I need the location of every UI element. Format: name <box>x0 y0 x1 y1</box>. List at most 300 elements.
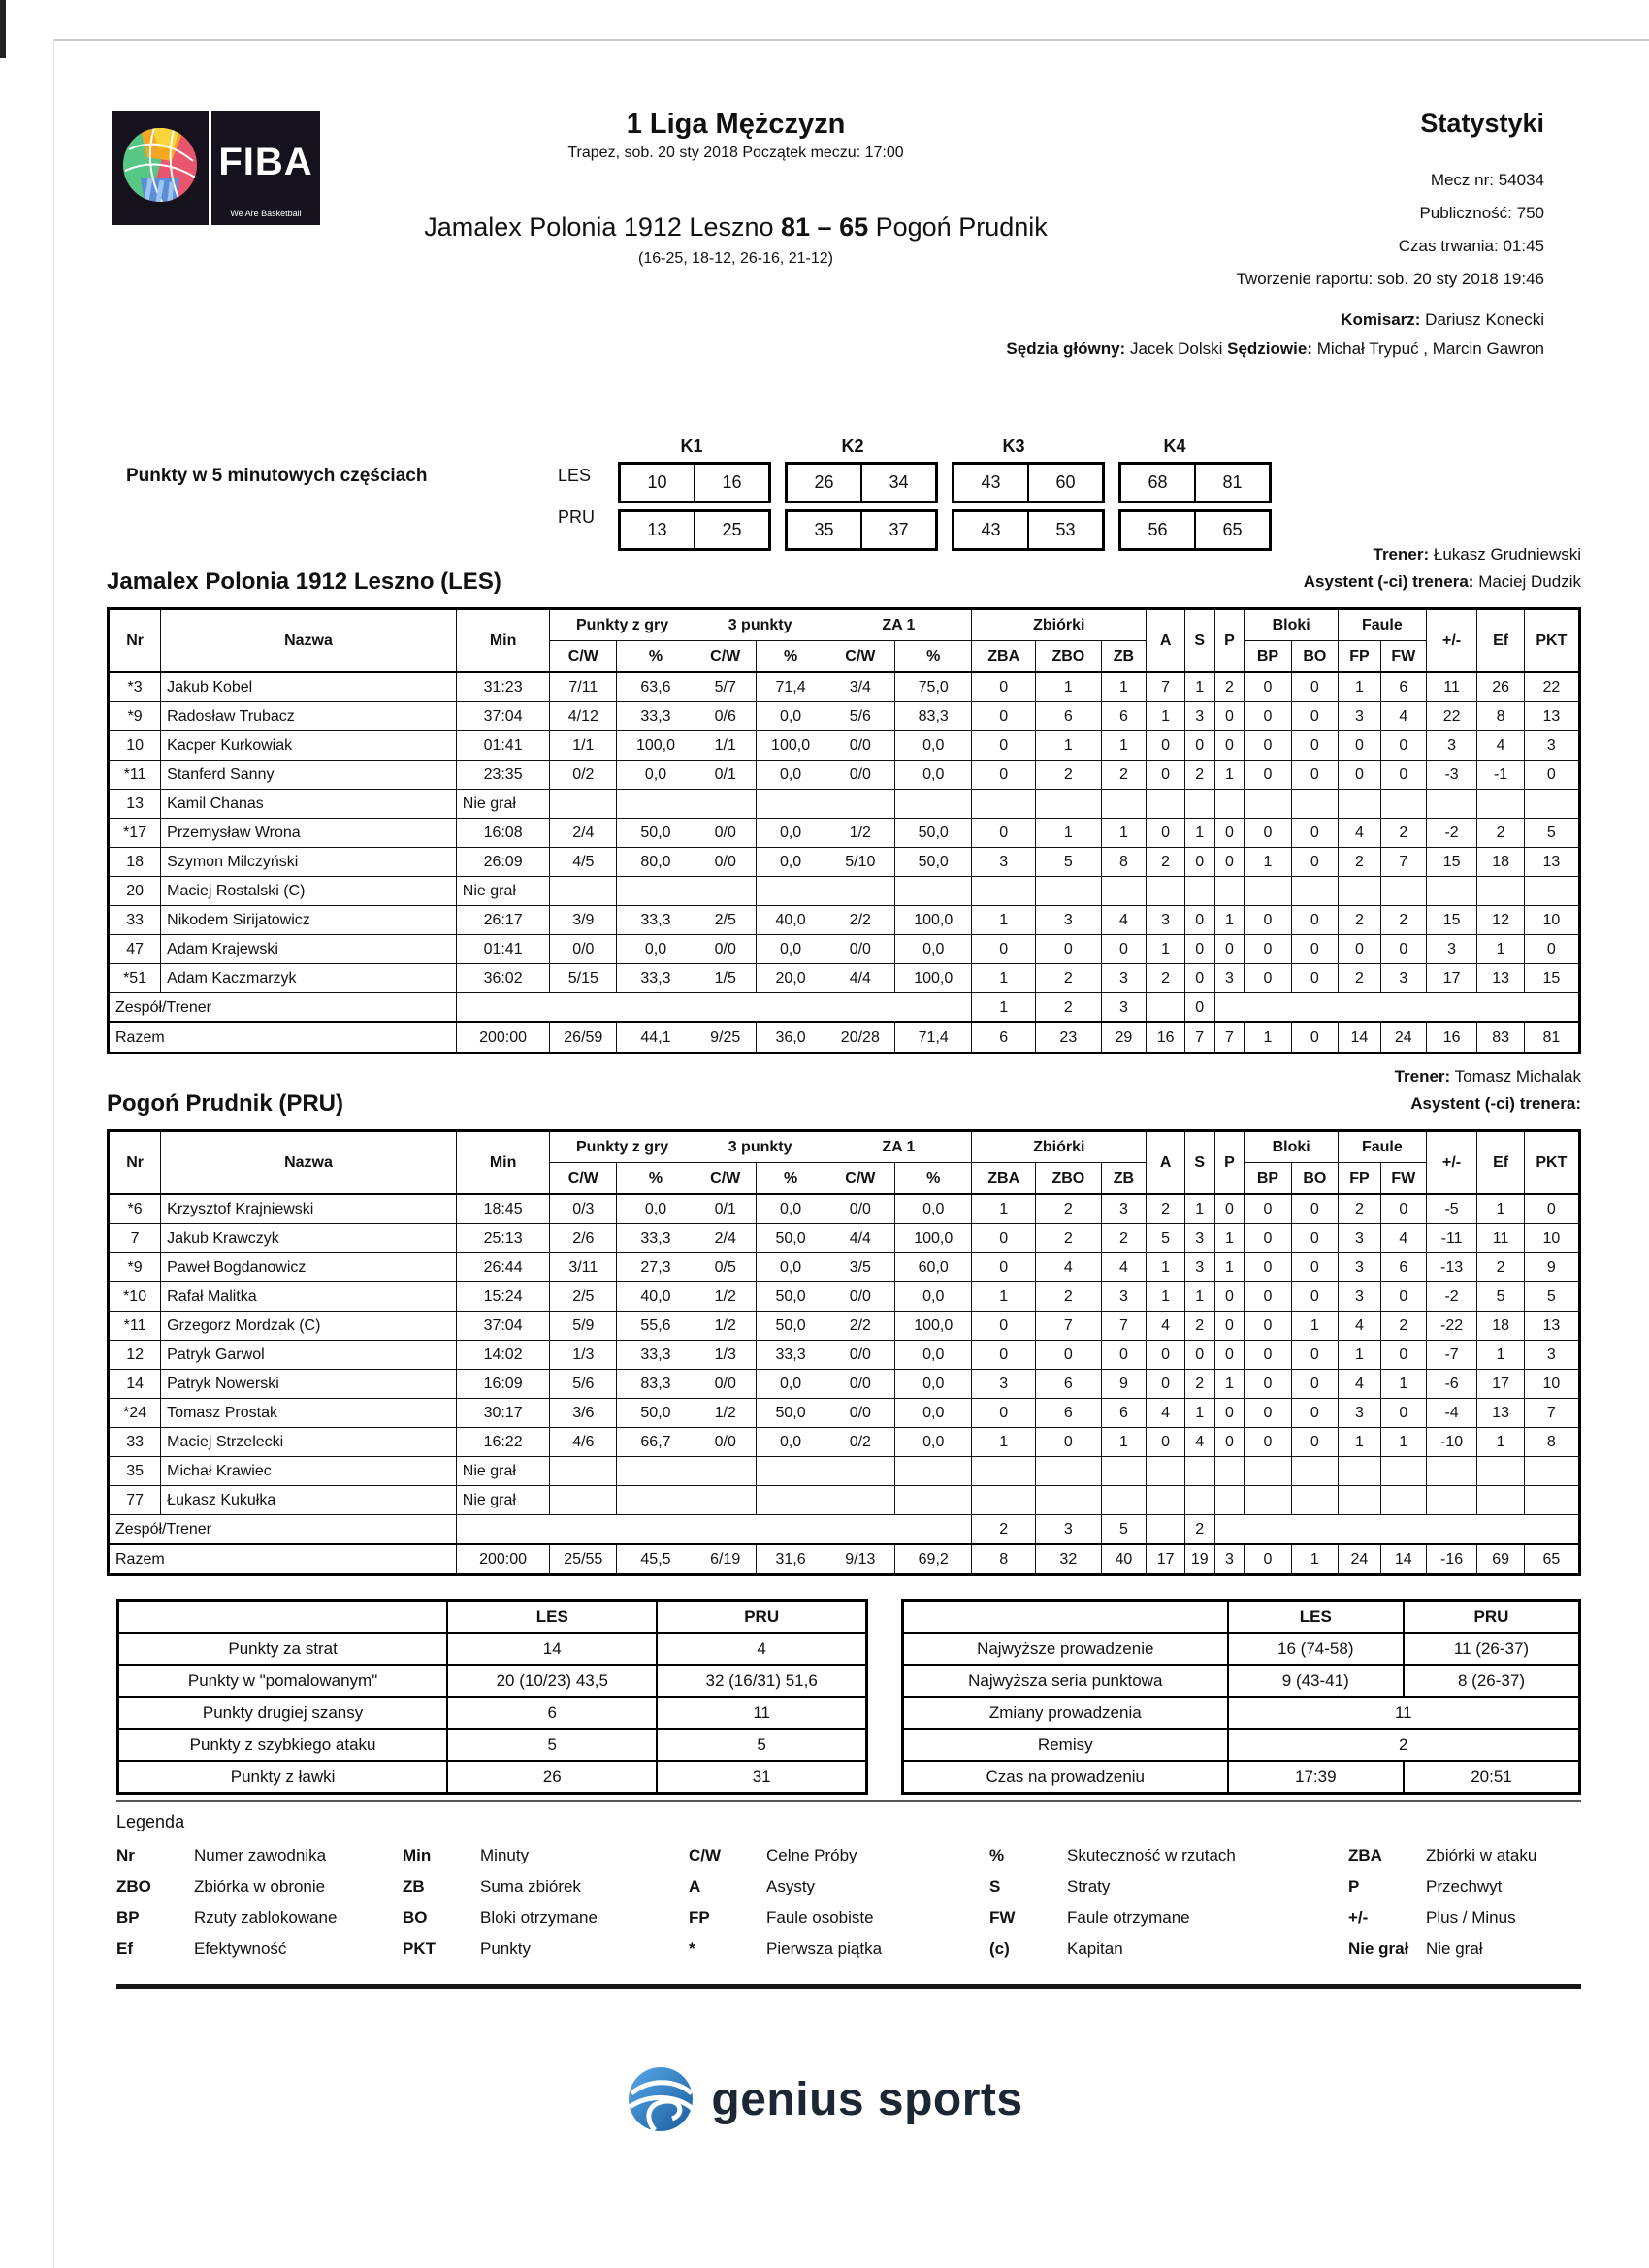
table-cell: 81 <box>1524 1022 1579 1053</box>
table-cell: 0/0 <box>825 935 895 964</box>
table-cell: 1 <box>1036 672 1101 702</box>
table-cell: 0 <box>972 1224 1036 1253</box>
table-cell: 45,5 <box>617 1544 695 1575</box>
table-cell: 75,0 <box>895 672 972 702</box>
table-cell: 0 <box>1245 731 1291 761</box>
table-cell: 4/5 <box>550 848 617 877</box>
table-cell: 0,0 <box>895 1370 972 1399</box>
table-cell: 01:41 <box>456 935 550 964</box>
table-cell: 4 <box>1338 1312 1380 1341</box>
table-cell: *3 <box>109 672 161 702</box>
table-cell: 1/2 <box>825 819 895 848</box>
table-cell: Tomasz Prostak <box>161 1399 457 1428</box>
table-cell: 0 <box>1291 1370 1338 1399</box>
col-header-name: Nazwa <box>161 1131 457 1195</box>
table-cell: 15 <box>1524 964 1579 993</box>
legend-item <box>403 1939 689 1959</box>
stats-table-head <box>109 1131 1580 1195</box>
table-cell <box>695 790 756 819</box>
table-cell: 0/0 <box>825 761 895 790</box>
table-row <box>109 819 1580 848</box>
table-cell: 100,0 <box>895 906 972 935</box>
table-cell: 16:22 <box>456 1428 550 1457</box>
table-cell: 1 <box>1214 1370 1245 1399</box>
table-cell: 0 <box>1291 702 1338 731</box>
attendance-line: Publiczność: 750 <box>1419 204 1544 222</box>
header-right <box>923 109 1544 364</box>
table-cell: 0 <box>1184 935 1214 964</box>
col-header-ef: Ef <box>1477 1131 1524 1195</box>
table-cell: 7 <box>1184 1022 1214 1053</box>
table-cell: 47 <box>109 935 161 964</box>
table-cell: 55,6 <box>617 1312 695 1341</box>
table-cell: 26 <box>1477 672 1524 702</box>
table-cell: 26:09 <box>456 848 550 877</box>
table-cell: 4 <box>1147 1399 1185 1428</box>
table-cell: 0/0 <box>825 1370 895 1399</box>
table-cell: -3 <box>1426 761 1477 790</box>
col-header-zb: ZB <box>1101 641 1147 673</box>
table-cell: 2 <box>1380 1312 1426 1341</box>
table-cell: 37:04 <box>456 702 550 731</box>
summary-les-header: LES <box>447 1601 657 1634</box>
table-cell <box>550 790 617 819</box>
table-cell: 2 <box>1477 1253 1524 1282</box>
table-cell: 0 <box>1291 731 1338 761</box>
legend-abbr: BO <box>403 1908 428 1927</box>
table-cell: 0,0 <box>895 731 972 761</box>
table-cell <box>972 1486 1036 1515</box>
table-cell: 40,0 <box>617 1282 695 1312</box>
legend-description: Skuteczność w rzutach <box>1067 1846 1236 1864</box>
table-cell: 11 <box>657 1697 866 1729</box>
table-cell: Rafał Malitka <box>161 1282 457 1312</box>
table-cell: 2 <box>1184 1515 1214 1545</box>
team-code-pru: PRU <box>558 507 596 527</box>
table-cell: 15 <box>1426 906 1477 935</box>
table-cell <box>1214 877 1245 906</box>
table-cell: 9 <box>1101 1370 1147 1399</box>
table-cell: -10 <box>1426 1428 1477 1457</box>
table-cell: Zespół/Trener <box>109 993 457 1023</box>
table-cell: 40 <box>1101 1544 1147 1575</box>
summary-left-body <box>118 1633 867 1794</box>
table-cell: 1 <box>1477 935 1524 964</box>
legend-description: Numer zawodnika <box>194 1846 327 1864</box>
table-cell: 0 <box>1245 1428 1291 1457</box>
table-cell <box>895 877 972 906</box>
table-cell: 0 <box>1214 1341 1245 1370</box>
table-cell: 25:13 <box>456 1224 550 1253</box>
col-header-cw: C/W <box>695 1163 756 1195</box>
table-cell: 1 <box>972 906 1036 935</box>
quarter-cell: 26 <box>814 472 834 492</box>
table-cell: 3 <box>1214 1544 1245 1575</box>
table-row <box>118 1761 867 1794</box>
table-cell: 0/2 <box>550 761 617 790</box>
table-cell <box>1101 877 1147 906</box>
col-header-ft: ZA 1 <box>825 609 972 641</box>
col-header-reb: Zbiórki <box>972 1131 1147 1163</box>
col-header-fp: FP <box>1338 1163 1380 1195</box>
table-row <box>109 1428 1580 1457</box>
table-cell: -5 <box>1426 1194 1477 1224</box>
table-cell: 1 <box>972 993 1036 1023</box>
table-cell <box>1338 1486 1380 1515</box>
legend-description: Zbiórki w ataku <box>1426 1846 1537 1864</box>
table-row <box>118 1729 867 1761</box>
table-cell: 3/4 <box>825 672 895 702</box>
col-header-blk: Bloki <box>1245 609 1339 641</box>
table-cell <box>617 877 695 906</box>
col-header-bp: BP <box>1245 641 1291 673</box>
quarter-cell: 25 <box>694 512 768 548</box>
col-header-zbo: ZBO <box>1036 1163 1101 1195</box>
table-cell: 1 <box>1101 672 1147 702</box>
table-cell <box>1101 790 1147 819</box>
table-row <box>109 672 1580 702</box>
fiba-basketball-icon <box>112 111 209 225</box>
table-cell: 1 <box>1245 848 1291 877</box>
legend-description: Faule otrzymane <box>1067 1908 1190 1927</box>
table-cell: 2 <box>1380 906 1426 935</box>
table-cell: 4/4 <box>825 964 895 993</box>
table-cell: 30:17 <box>456 1399 550 1428</box>
table-cell <box>756 1486 825 1515</box>
table-cell: Patryk Garwol <box>161 1341 457 1370</box>
table-cell <box>1477 790 1524 819</box>
summary-left-head <box>118 1601 867 1634</box>
table-row <box>109 1022 1580 1053</box>
table-cell: 0/0 <box>825 731 895 761</box>
table-row <box>903 1761 1580 1794</box>
table-cell: 13 <box>1477 1399 1524 1428</box>
quarter-header-k3: K3 <box>1002 437 1025 456</box>
legend-item <box>689 1908 989 1928</box>
table-cell: 3 <box>1184 1224 1214 1253</box>
legend-description: Asysty <box>766 1877 816 1895</box>
table-cell: 16:08 <box>456 819 550 848</box>
table-cell: 1 <box>1101 819 1147 848</box>
table-cell: 33,3 <box>617 1224 695 1253</box>
table-cell: 0 <box>1245 1544 1291 1575</box>
table-cell: 10 <box>1524 1224 1579 1253</box>
table-cell: 0,0 <box>756 935 825 964</box>
table-cell <box>550 1457 617 1486</box>
quarter-cell: 13 <box>647 520 667 539</box>
commissioner-label: Komisarz: <box>1341 310 1421 329</box>
table-cell: 0 <box>1245 1341 1291 1370</box>
legend-description: Straty <box>1067 1877 1111 1895</box>
table-cell: 32 (16/31) 51,6 <box>657 1665 866 1697</box>
table-cell: 13 <box>1524 702 1579 731</box>
coach-line <box>1395 1063 1581 1090</box>
table-cell <box>1101 1486 1147 1515</box>
table-cell: 5/15 <box>550 964 617 993</box>
table-cell: 2 <box>1101 1224 1147 1253</box>
table-cell <box>1245 1457 1291 1486</box>
table-cell: 10 <box>1524 906 1579 935</box>
quarter-cell: 43 <box>981 520 1001 539</box>
table-cell: 3 <box>1101 964 1147 993</box>
legend-description: Kapitan <box>1067 1939 1123 1958</box>
summary-pru-header: PRU <box>1404 1601 1580 1634</box>
legend-description: Pierwsza piątka <box>766 1939 883 1958</box>
table-cell <box>1426 1486 1477 1515</box>
table-cell: 33,3 <box>617 1341 695 1370</box>
table-cell <box>1338 1457 1380 1486</box>
table-cell: 0,0 <box>895 761 972 790</box>
report-header <box>112 109 1544 419</box>
table-cell: 1 <box>1214 1253 1245 1282</box>
quarter-box <box>785 462 938 503</box>
table-cell: 0 <box>1380 1341 1426 1370</box>
coach-line <box>1304 541 1581 568</box>
table-cell: Maciej Rostalski (C) <box>161 877 457 906</box>
table-cell <box>456 993 972 1023</box>
table-cell: 1 <box>972 1194 1036 1224</box>
table-cell: 80,0 <box>617 848 695 877</box>
table-cell: 1/3 <box>695 1341 756 1370</box>
legend-description: Minuty <box>480 1846 530 1864</box>
table-cell: 14:02 <box>456 1341 550 1370</box>
legend-description: Nie grał <box>1426 1939 1483 1958</box>
table-cell: Nie grał <box>456 1457 550 1486</box>
table-cell: 7 <box>1101 1312 1147 1341</box>
table-cell: 8 <box>1101 848 1147 877</box>
table-cell: 33,3 <box>617 906 695 935</box>
table-cell: 31:23 <box>456 672 550 702</box>
col-header-p: P <box>1214 609 1245 673</box>
table-cell: 0 <box>1291 672 1338 702</box>
table-cell: 0/1 <box>695 1194 756 1224</box>
table-cell: 31,6 <box>756 1544 825 1575</box>
col-header-bo: BO <box>1291 1163 1338 1195</box>
table-cell: 0 <box>1245 1312 1291 1341</box>
legend-bottom-divider <box>116 1984 1581 1989</box>
table-cell: 0/5 <box>695 1253 756 1282</box>
table-cell: 200:00 <box>456 1022 550 1053</box>
table-cell: 0 <box>1245 1399 1291 1428</box>
table-cell: 2 <box>1214 672 1245 702</box>
table-cell: 0 <box>1291 761 1338 790</box>
table-cell: Adam Kaczmarzyk <box>161 964 457 993</box>
table-cell: 66,7 <box>617 1428 695 1457</box>
table-cell: 6 <box>1101 702 1147 731</box>
table-cell: Punkty z ławki <box>118 1761 448 1794</box>
legend-item <box>116 1939 403 1959</box>
table-cell: 0 <box>1245 761 1291 790</box>
table-cell: 6 <box>447 1697 657 1729</box>
table-cell: 16 <box>1426 1022 1477 1053</box>
col-header-pkt: PKT <box>1524 1131 1579 1195</box>
legend-abbr: A <box>689 1877 701 1895</box>
table-cell: Krzysztof Krajniewski <box>161 1194 457 1224</box>
table-cell: Radosław Trubacz <box>161 702 457 731</box>
table-cell: 2 <box>1147 964 1185 993</box>
table-cell: 50,0 <box>756 1282 825 1312</box>
table-cell: 65 <box>1524 1544 1579 1575</box>
table-cell: 26 <box>447 1761 657 1794</box>
table-cell: 33,3 <box>617 964 695 993</box>
legend-item <box>989 1908 1348 1928</box>
col-header-blk: Bloki <box>1245 1131 1339 1163</box>
commissioner-name: Dariusz Konecki <box>1425 310 1544 329</box>
commissioner-line <box>923 306 1544 335</box>
table-row <box>109 1253 1580 1282</box>
table-cell: 37:04 <box>456 1312 550 1341</box>
table-cell: 0/0 <box>825 1341 895 1370</box>
legend-item <box>989 1877 1348 1896</box>
table-row <box>109 1370 1580 1399</box>
table-cell: 20:51 <box>1404 1761 1580 1794</box>
table-cell: 1 <box>1184 1282 1214 1312</box>
table-row <box>109 702 1580 731</box>
summary-right-head <box>903 1601 1580 1634</box>
col-header-pct: % <box>617 641 695 673</box>
table-cell: *10 <box>109 1282 161 1312</box>
col-header-fg: Punkty z gry <box>550 1131 695 1163</box>
quarter-headers <box>618 437 1272 457</box>
table-cell: 0 <box>1147 1428 1185 1457</box>
quarter-header-k4: K4 <box>1163 437 1186 456</box>
table-cell <box>1184 1486 1214 1515</box>
summary-right-body <box>903 1633 1580 1794</box>
quarter-cell: 68 <box>1148 472 1168 492</box>
table-cell: 3 <box>1426 935 1477 964</box>
table-cell: 0 <box>1184 848 1214 877</box>
table-cell: 7 <box>1214 1022 1245 1053</box>
table-cell <box>1477 1457 1524 1486</box>
table-cell <box>1036 1457 1101 1486</box>
table-cell: 1/5 <box>695 964 756 993</box>
table-cell <box>550 877 617 906</box>
table-cell: 0 <box>1524 761 1579 790</box>
legend-description: Faule osobiste <box>766 1908 874 1927</box>
table-cell: 4 <box>1380 1224 1426 1253</box>
table-cell: -7 <box>1426 1341 1477 1370</box>
table-cell: 5/10 <box>825 848 895 877</box>
table-cell <box>695 877 756 906</box>
table-cell: 83,3 <box>895 702 972 731</box>
assistant-label: Asystent (-ci) trenera: <box>1410 1094 1581 1113</box>
table-cell: 0 <box>1291 1282 1338 1312</box>
table-cell: 0 <box>972 731 1036 761</box>
table-cell: 3/6 <box>550 1399 617 1428</box>
table-cell: 19 <box>1184 1544 1214 1575</box>
col-header-pm: +/- <box>1426 1131 1477 1195</box>
table-cell: 13 <box>1477 964 1524 993</box>
table-cell: 0 <box>1184 906 1214 935</box>
table-cell: 6 <box>1036 1399 1101 1428</box>
table-cell <box>617 1486 695 1515</box>
table-cell: 50,0 <box>895 819 972 848</box>
legend-item <box>403 1908 689 1928</box>
table-cell: 3 <box>1184 702 1214 731</box>
table-cell: 60,0 <box>895 1253 972 1282</box>
table-cell: 31 <box>657 1761 866 1794</box>
quarter-cell: 34 <box>860 465 935 501</box>
table-cell: 0 <box>1291 819 1338 848</box>
table-cell: 0 <box>1036 1428 1101 1457</box>
table-cell: 3 <box>1338 1282 1380 1312</box>
table-cell: 10 <box>1524 1370 1579 1399</box>
table-cell: 5/7 <box>695 672 756 702</box>
table-cell: 2/2 <box>825 1312 895 1341</box>
table-cell: 0 <box>1214 1282 1245 1312</box>
table-cell: 4 <box>1338 819 1380 848</box>
table-cell: Szymon Milczyński <box>161 848 457 877</box>
quarter-box <box>1118 462 1272 503</box>
table-cell: 0 <box>1380 935 1426 964</box>
table-row <box>109 993 1580 1023</box>
table-cell: 0 <box>1380 1194 1426 1224</box>
table-cell: Razem <box>109 1022 457 1053</box>
table-cell: -2 <box>1426 819 1477 848</box>
table-cell: 0 <box>1245 1370 1291 1399</box>
officials-block <box>923 306 1544 364</box>
table-cell: 4 <box>1338 1370 1380 1399</box>
table-cell <box>972 1457 1036 1486</box>
referees-line <box>923 335 1544 364</box>
table-cell: 0 <box>1214 1399 1245 1428</box>
table-cell <box>1291 1457 1338 1486</box>
table-cell: 3 <box>1338 1224 1380 1253</box>
table-cell: 0 <box>1245 1194 1291 1224</box>
table-cell: 1 <box>1214 761 1245 790</box>
table-cell: 18 <box>1477 1312 1524 1341</box>
legend-description: Celne Próby <box>766 1846 857 1864</box>
table-cell: 0,0 <box>895 1341 972 1370</box>
table-cell: 24 <box>1338 1544 1380 1575</box>
table-cell: 0 <box>1291 1022 1338 1053</box>
legend-item <box>403 1877 689 1896</box>
table-cell: Punkty za strat <box>118 1633 448 1665</box>
legend-description: Bloki otrzymane <box>480 1908 598 1927</box>
table-cell: 2 <box>1036 1224 1101 1253</box>
table-cell <box>825 1457 895 1486</box>
team-code-les: LES <box>558 466 592 485</box>
table-cell: 0/0 <box>825 1399 895 1428</box>
table-cell: 17 <box>1147 1544 1185 1575</box>
table-cell <box>1291 1486 1338 1515</box>
table-cell: 3/11 <box>550 1253 617 1282</box>
quarter-header-k1: K1 <box>680 437 703 456</box>
refs-names: Michał Trypuć , Marcin Gawron <box>1316 340 1544 358</box>
table-cell: 25/55 <box>550 1544 617 1575</box>
table-cell: 71,4 <box>756 672 825 702</box>
table-cell: 0,0 <box>617 1194 695 1224</box>
table-cell: 2 <box>1036 993 1101 1023</box>
table-cell: 10 <box>109 731 161 761</box>
table-cell: *51 <box>109 964 161 993</box>
table-cell <box>1214 993 1579 1023</box>
table-cell: 0 <box>1147 731 1185 761</box>
col-header-nr: Nr <box>109 1131 161 1195</box>
table-row <box>903 1697 1580 1729</box>
table-cell: 0 <box>972 1399 1036 1428</box>
table-cell: 2 <box>1147 848 1185 877</box>
table-cell <box>1147 1457 1185 1486</box>
table-cell: 2 <box>1338 906 1380 935</box>
table-cell: 3 <box>1101 993 1147 1023</box>
table-cell: 3/9 <box>550 906 617 935</box>
table-cell: 0,0 <box>617 935 695 964</box>
legend-abbr: P <box>1348 1877 1360 1895</box>
table-cell: 0 <box>972 1312 1036 1341</box>
table-cell: 11 <box>1477 1224 1524 1253</box>
table-cell <box>1477 1486 1524 1515</box>
